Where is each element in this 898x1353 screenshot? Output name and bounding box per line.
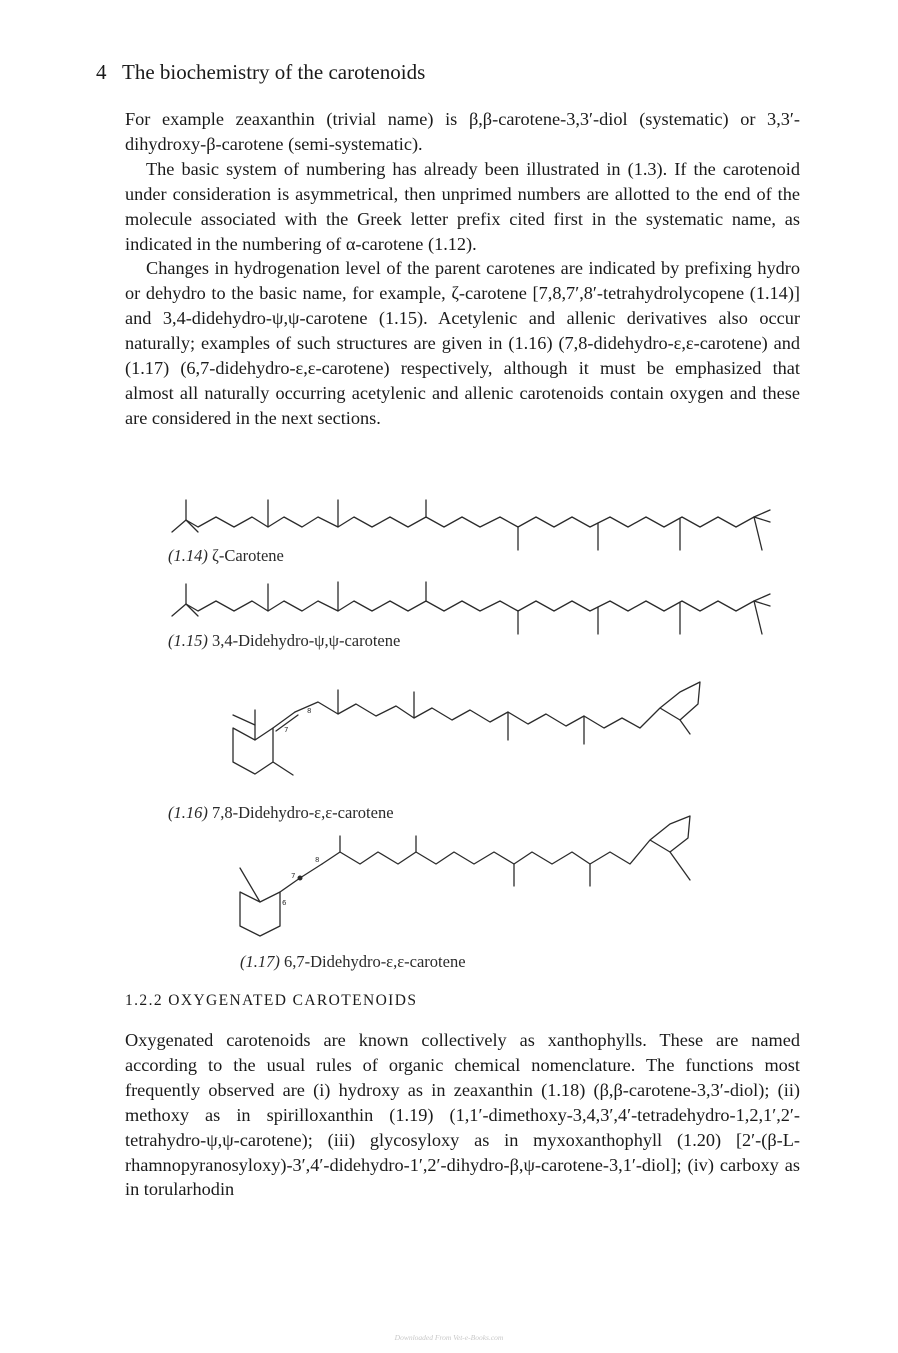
structure-1-17-drawing <box>240 816 690 936</box>
caption-1-15 <box>168 631 400 651</box>
paragraph-1: For example zeaxanthin (trivial name) is β,β-carotene-3,3′-diol (systematic) or 3,3′-dihydroxy-β-carotene (semi-systematic). <box>125 109 800 154</box>
structure-name: 3,4-Didehydro-ψ,ψ-carotene <box>212 631 401 650</box>
atom-label-8: 8 <box>307 707 312 715</box>
watermark: Downloaded From Vet-e-Books.com <box>394 1333 504 1342</box>
caption-1-17 <box>240 952 466 972</box>
section-number: 1.2.2 <box>125 992 163 1009</box>
structure-1-15-drawing <box>172 582 770 634</box>
atom-label-6: 6 <box>282 899 287 907</box>
structure-number: (1.17) <box>240 952 280 971</box>
atom-label-7: 7 <box>284 726 289 734</box>
paragraph-4: Oxygenated carotenoids are known collectively as xanthophylls. These are named according to the usual rules of organic chemical nomenclature. The functions most frequently observed are (i) hydroxy as in zeaxanthin (1.18) (β,β-carotene-3,3′-diol); (ii) methoxy as in spirilloxanthin (1.19) (1,1′-dimethoxy-3,4,3′,4′-tetradehydro-1,2,1′,2′-tetrahydro-ψ,ψ-carotene); (iii) glycosyloxy as in myxoxanthophyll (1.20) [2′-(β-L-rhamnopyranosyloxy)-3′,4′-didehydro-1′,2′-dihydro-β,ψ-carotene-3,1′-diol]; (iv) carboxy as in torularhodin <box>125 1030 800 1200</box>
structure-number: (1.14) <box>168 546 208 565</box>
section-heading <box>125 992 417 1010</box>
caption-1-16 <box>168 803 394 823</box>
running-title: The biochemistry of the carotenoids <box>122 60 426 84</box>
structure-name: ζ-Carotene <box>212 546 284 565</box>
structure-name: 7,8-Didehydro-ε,ε-carotene <box>212 803 394 822</box>
structure-number: (1.15) <box>168 631 208 650</box>
structure-1-14-drawing <box>172 500 770 550</box>
section-text <box>125 1028 800 1202</box>
atom-label-7: 7 <box>291 872 296 880</box>
section-title: OXYGENATED CAROTENOIDS <box>168 992 418 1009</box>
paragraph-2: The basic system of numbering has already been illustrated in (1.3). If the carotenoid under consideration is asymmetrical, then unprimed numbers are allotted to the end of the molecule associated with the Greek letter prefix cited first in the systematic name, as indicated in the numbering of α-carotene (1.12). <box>125 158 800 254</box>
structure-name: 6,7-Didehydro-ε,ε-carotene <box>284 952 466 971</box>
structure-1-16-drawing <box>233 682 700 775</box>
structure-number: (1.16) <box>168 803 208 822</box>
caption-1-14 <box>168 546 284 566</box>
atom-label-8: 8 <box>315 856 320 864</box>
paragraph-3: Changes in hydrogenation level of the parent carotenes are indicated by prefixing hydro or dehydro to the basic name, for example, ζ-carotene [7,8,7′,8′-tetrahydrolycopene (1.14)] and 3,4-didehydro-ψ,ψ-carotene (1.15). Acetylenic and allenic derivatives also occur naturally; examples of such structures are given in (1.16) (7,8-didehydro-ε,ε-carotene) and (1.17) (6,7-didehydro-ε,ε-carotene) respectively, although it must be emphasized that almost all naturally occurring acetylenic and allenic carotenoids contain oxygen and these are considered in the next sections. <box>125 258 800 428</box>
page-number: 4 <box>96 60 107 84</box>
